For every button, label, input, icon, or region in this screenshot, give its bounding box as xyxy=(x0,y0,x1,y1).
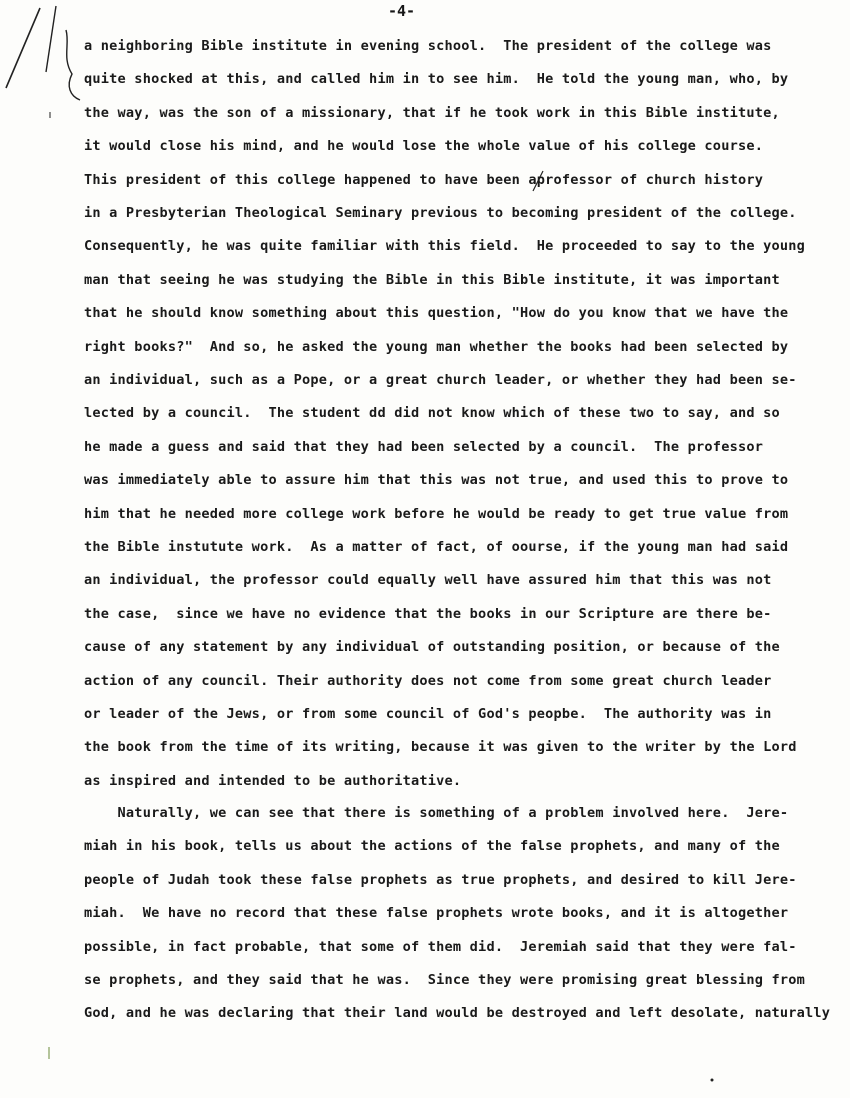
text-line: as inspired and intended to be authoritative. xyxy=(84,772,462,789)
margin-tick-mark xyxy=(46,1046,52,1060)
text-line: man that seeing he was studying the Bible in this Bible institute, it was important xyxy=(84,271,780,288)
text-line: right books?" And so, he asked the young man whether the books had been selected by xyxy=(84,338,789,355)
text-line: the case, since we have no evidence that the books in our Scripture are there be- xyxy=(84,605,772,622)
text-line: This president of this college happened to have been aprofessor of church history xyxy=(84,171,764,188)
text-line: the way, was the son of a missionary, that if he took work in this Bible institute, xyxy=(84,104,780,121)
text-line: action of any council. Their authority does not come from some great church leader xyxy=(84,672,772,689)
text-line: Consequently, he was quite familiar with this field. He proceeded to say to the young xyxy=(84,238,806,255)
text-line: the Bible instutute work. As a matter of fact, of oourse, if the young man had said xyxy=(84,539,789,555)
text-line: he made a guess and said that they had been selected by a council. The professor xyxy=(84,438,764,455)
text-line: was immediately able to assure him that this was not true, and used this to prove to xyxy=(84,472,789,489)
text-line: that he should know something about this question, "How do you know that we have the xyxy=(84,305,789,322)
text-line: God, and he was declaring that their land would be destroyed and left desolate, naturally xyxy=(84,1005,831,1022)
text-line: it would close his mind, and he would lose the whole value of his college course. xyxy=(84,138,764,155)
text-line: a neighboring Bible institute in evening school. The president of the college was xyxy=(84,38,772,54)
margin-pencil-mark xyxy=(0,0,90,130)
text-line: Naturally, we can see that there is something of a problem involved here. Jere- xyxy=(84,805,789,821)
text-line: him that he needed more college work before he would be ready to get true value from xyxy=(84,505,789,522)
text-line: possible, in fact probable, that some of them did. Jeremiah said that they were fal- xyxy=(84,938,797,955)
page-number: -4- xyxy=(388,2,416,20)
text-line: lected by a council. The student dd did not know which of these two to say, and so xyxy=(84,405,780,422)
text-line: people of Judah took these false prophets as true prophets, and desired to kill Jere- xyxy=(84,871,797,888)
text-line: an individual, such as a Pope, or a great church leader, or whether they had been se- xyxy=(84,372,797,388)
text-line: se prophets, and they said that he was. Since they were promising great blessing from xyxy=(84,972,806,988)
text-line: miah in his book, tells us about the actions of the false prophets, and many of the xyxy=(84,838,780,855)
text-line: the book from the time of its writing, because it was given to the writer by the Lord xyxy=(84,739,797,756)
ink-dot xyxy=(709,1077,715,1083)
text-line: an individual, the professor could equally well have assured him that this was not xyxy=(84,572,772,589)
text-line: cause of any statement by any individual of outstanding position, or because of the xyxy=(84,639,780,656)
text-line: in a Presbyterian Theological Seminary previous to becoming president of the college. xyxy=(84,205,797,221)
text-line: quite shocked at this, and called him in to see him. He told the young man, who, by xyxy=(84,71,789,88)
text-line: or leader of the Jews, or from some council of God's peopbe. The authority was in xyxy=(84,706,772,722)
text-line: miah. We have no record that these false prophets wrote books, and it is altogether xyxy=(84,905,789,922)
